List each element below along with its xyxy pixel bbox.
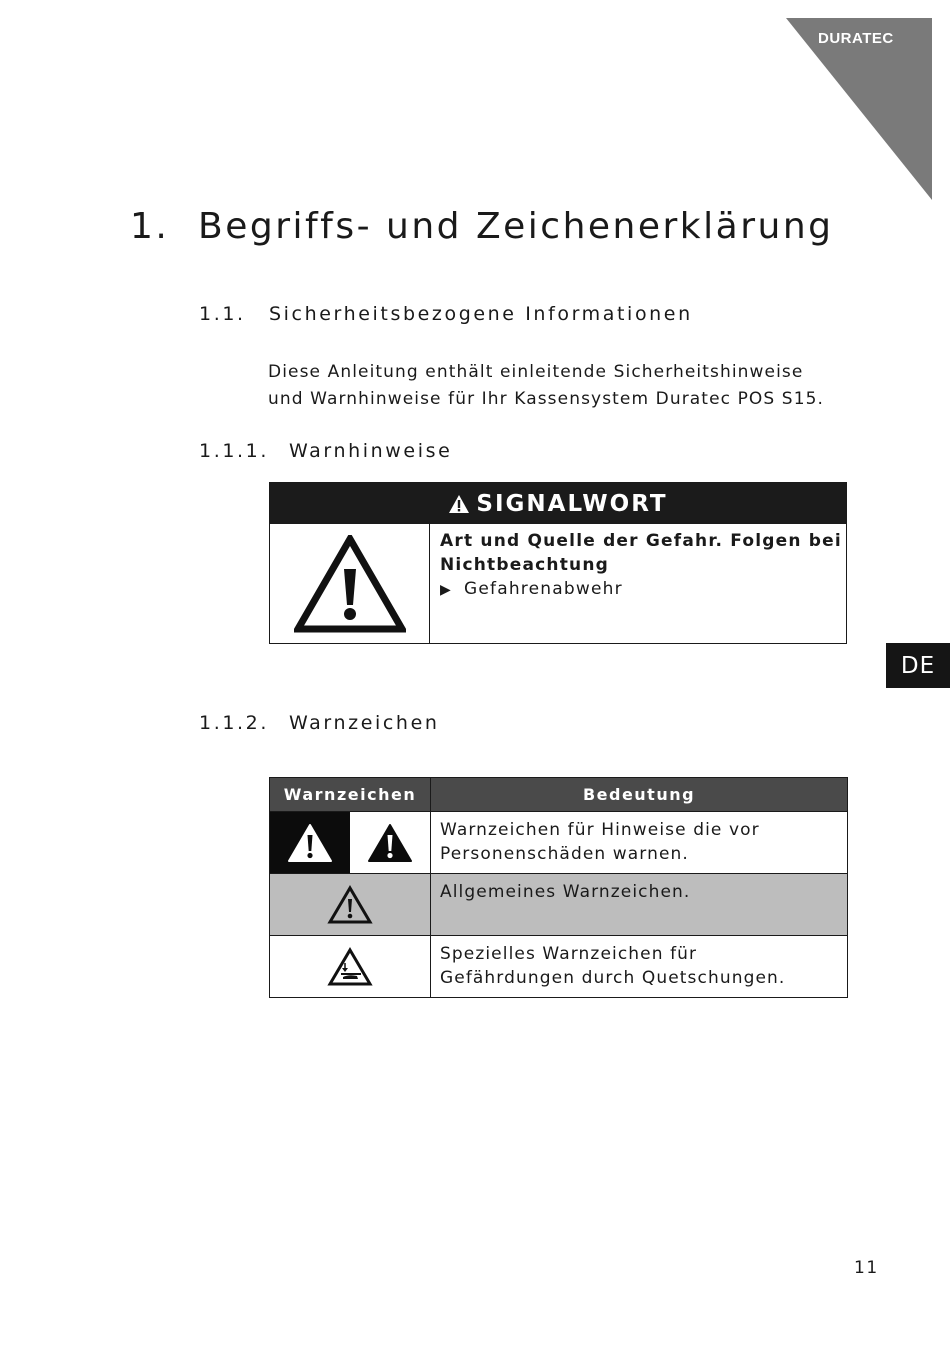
symbol-cell [270, 812, 431, 874]
table-row [270, 812, 848, 874]
chapter-title-text: Begriffs- und Zeichenerklärung [198, 206, 834, 247]
section-heading [199, 303, 693, 325]
column-header-symbol: Warnzeichen [270, 778, 431, 812]
section-number: 1.1. [199, 303, 246, 325]
symbol-cell [270, 874, 431, 936]
intro-line: Diese Anleitung enthält einleitende Sicherheitshinweise [268, 362, 804, 382]
table-row [270, 936, 848, 998]
hazard-line: Art und Quelle der Gefahr. Folgen bei [440, 531, 842, 551]
signal-word: SIGNALWORT [476, 490, 668, 517]
bullet-arrow-icon: ▶ [440, 582, 452, 598]
signal-word-header [270, 483, 846, 524]
symbol-cell [270, 936, 431, 998]
table-row [270, 874, 848, 936]
warnzeichen-number: 1.1.2. [199, 712, 269, 734]
chapter-number: 1. [130, 206, 170, 247]
warning-triangle-inverted-icon [270, 812, 350, 873]
page-number: 11 [854, 1258, 879, 1278]
warning-small-icon [448, 494, 470, 514]
crush-hazard-icon [327, 947, 373, 987]
warnzeichen-heading [199, 712, 440, 734]
meaning-line: Personenschäden warnen. [440, 844, 689, 864]
hazard-avoidance-text: Gefahrenabwehr [464, 579, 623, 599]
meaning-cell [431, 936, 848, 998]
language-tab: DE [886, 643, 950, 688]
intro-paragraph [268, 359, 858, 413]
chapter-title [130, 206, 834, 247]
meaning-line: Spezielles Warnzeichen für [440, 944, 698, 964]
duratec-logo: DURATEC [818, 30, 894, 47]
warnhinweise-heading [199, 440, 452, 462]
warnhinweise-title: Warnhinweise [289, 440, 453, 462]
meaning-line: Warnzeichen für Hinweise die vor [440, 820, 760, 840]
warning-triangle-icon [350, 812, 430, 873]
general-warning-icon [327, 885, 373, 925]
hazard-avoidance [440, 577, 842, 602]
hazard-line: Nichtbeachtung [440, 555, 610, 575]
meaning-cell [431, 812, 848, 874]
signal-warning-cell [270, 524, 430, 643]
warnzeichen-title: Warnzeichen [289, 712, 440, 734]
meaning-cell [431, 874, 848, 936]
column-header-meaning: Bedeutung [431, 778, 848, 812]
meaning-line: Gefährdungen durch Quetschungen. [440, 968, 786, 988]
hazard-description [430, 524, 842, 643]
intro-line: und Warnhinweise für Ihr Kassensystem Duratec POS S15. [268, 389, 825, 409]
section-title: Sicherheitsbezogene Informationen [269, 303, 693, 325]
signal-word-box [269, 482, 847, 644]
large-warning-triangle-icon [294, 535, 406, 633]
warnhinweise-number: 1.1.1. [199, 440, 269, 462]
warning-signs-table [269, 777, 848, 998]
meaning-line: Allgemeines Warnzeichen. [440, 882, 691, 902]
